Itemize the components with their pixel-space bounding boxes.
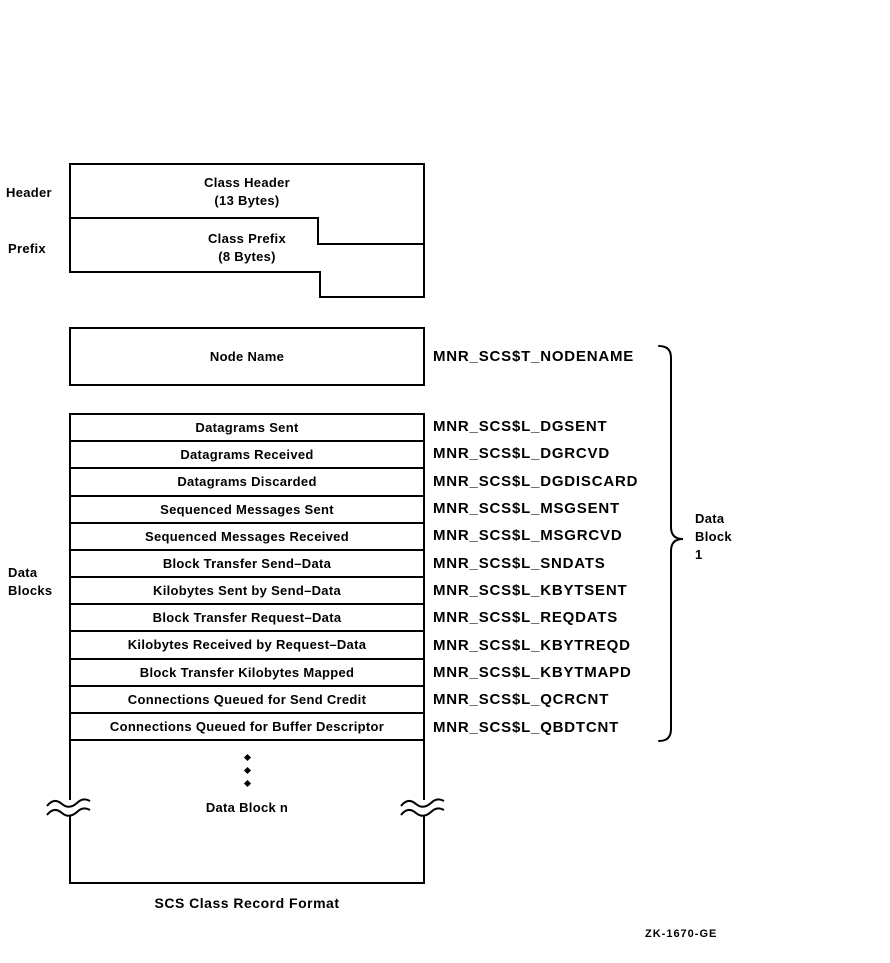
record-field-symbol: MNR_SCS$L_SNDATS <box>433 554 606 572</box>
record-field-cell: Datagrams Received <box>71 442 423 469</box>
record-field-cell: Datagrams Sent <box>71 415 423 442</box>
ellipsis-dot-icon <box>243 780 250 787</box>
data-block-1-label-line1: Data <box>695 511 725 526</box>
data-blocks-side-label <box>8 564 52 600</box>
record-field-symbol: MNR_SCS$L_QBDTCNT <box>433 718 620 736</box>
record-field-cell: Datagrams Discarded <box>71 469 423 496</box>
record-field-symbol: MNR_SCS$L_KBYTREQD <box>433 636 631 654</box>
record-field-symbol: MNR_SCS$L_DGDISCARD <box>433 472 639 490</box>
record-field-cell: Block Transfer Send–Data <box>71 551 423 578</box>
figure-code: ZK-1670-GE <box>645 928 718 940</box>
class-header-text <box>69 174 425 210</box>
record-field-symbol: MNR_SCS$L_MSGSENT <box>433 500 620 518</box>
record-field-cell: Block Transfer Kilobytes Mapped <box>71 660 423 687</box>
node-name-label: Node Name <box>209 349 285 364</box>
data-blocks-side-label-line2: Blocks <box>8 583 53 598</box>
figure-caption: SCS Class Record Format <box>154 895 340 911</box>
class-header-line2: (13 Bytes) <box>214 193 280 208</box>
header-side-label: Header <box>6 185 52 200</box>
record-field-symbol: MNR_SCS$L_DGSENT <box>433 418 608 436</box>
record-field-symbol: MNR_SCS$L_QCRCNT <box>433 691 610 709</box>
data-block-rows <box>69 413 425 741</box>
data-block-symbols <box>433 413 693 741</box>
record-field-cell: Connections Queued for Buffer Descriptor <box>109 718 385 734</box>
vertical-ellipsis-icon <box>71 755 423 794</box>
record-field-cell: Kilobytes Sent by Send–Data <box>71 578 423 605</box>
data-block-1-label-line3: 1 <box>695 547 703 562</box>
class-header-line1: Class Header <box>204 175 290 190</box>
prefix-side-label: Prefix <box>8 241 46 256</box>
data-block-n-label: Data Block n <box>205 800 289 815</box>
data-block-1-label-line2: Block <box>695 529 732 544</box>
record-field-symbol: MNR_SCS$L_KBYTSENT <box>433 582 628 600</box>
node-name-symbol-wrap <box>433 327 683 386</box>
record-field-cell: Sequenced Messages Received <box>71 524 423 551</box>
record-field-cell: Block Transfer Request–Data <box>71 605 423 632</box>
node-name-symbol: MNR_SCS$T_NODENAME <box>433 348 635 365</box>
record-field-cell: Kilobytes Received by Request–Data <box>71 632 423 659</box>
data-block-n-box <box>69 739 425 884</box>
ellipsis-dot-icon <box>243 754 250 761</box>
data-block-1-label <box>695 510 732 564</box>
class-prefix-line1: Class Prefix <box>207 231 287 246</box>
data-blocks-side-label-line1: Data <box>8 565 38 580</box>
class-prefix-text <box>69 230 425 266</box>
record-field-cell: Connections Queued for Send Credit <box>71 687 423 714</box>
class-prefix-line2: (8 Bytes) <box>218 249 276 264</box>
ellipsis-dot-icon <box>243 767 250 774</box>
record-field-symbol: MNR_SCS$L_MSGRCVD <box>433 527 623 545</box>
record-field-symbol: MNR_SCS$L_KBYTMAPD <box>433 664 632 682</box>
record-field-symbol: MNR_SCS$L_REQDATS <box>433 609 619 627</box>
record-field-symbol: MNR_SCS$L_DGRCVD <box>433 445 610 463</box>
node-name-box <box>69 327 425 386</box>
record-field-cell: Sequenced Messages Sent <box>71 497 423 524</box>
